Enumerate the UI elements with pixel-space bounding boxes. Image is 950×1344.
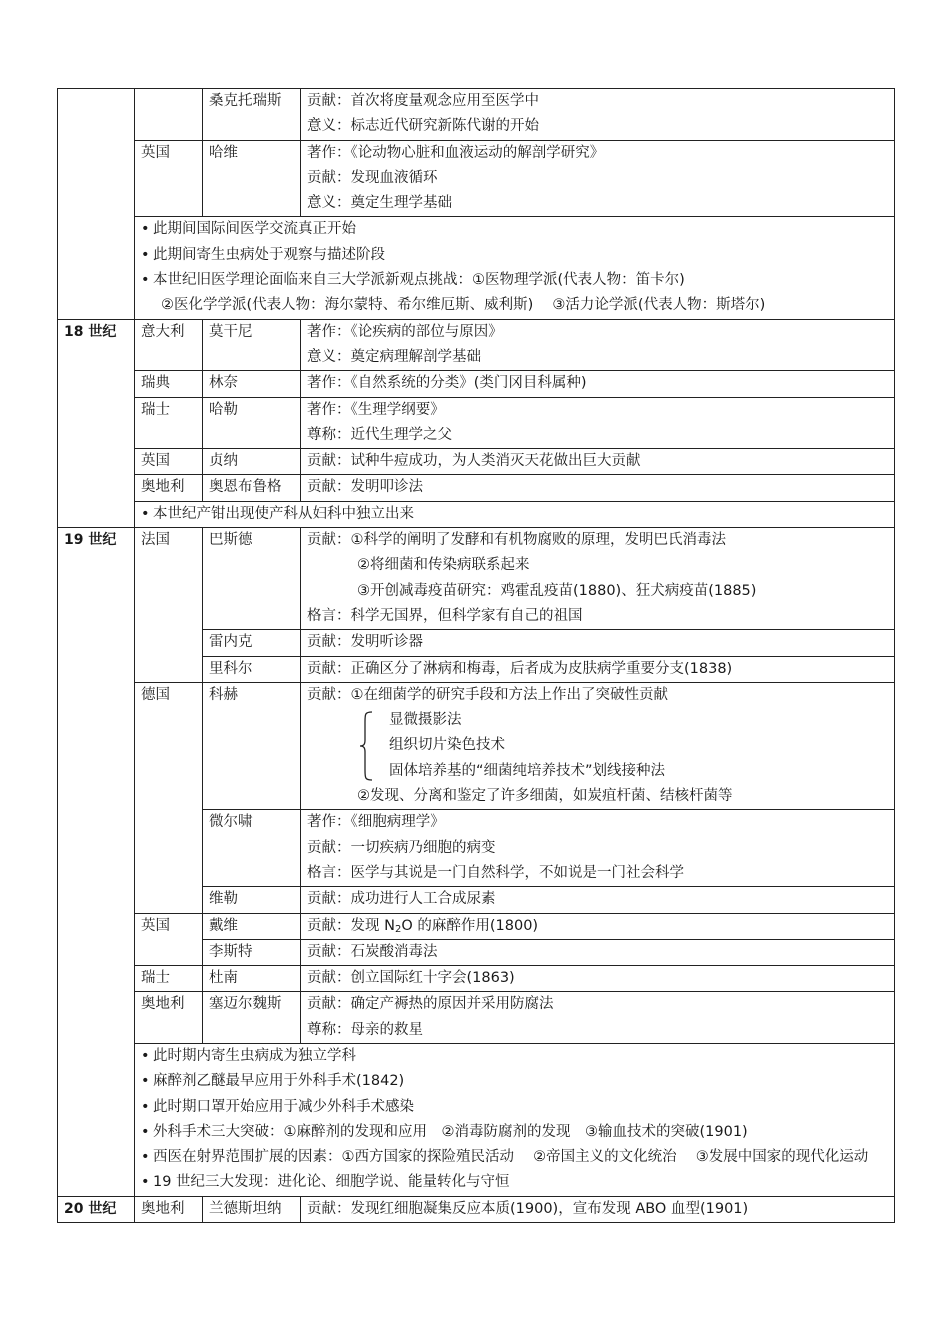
country-cell: 英国 — [135, 449, 203, 475]
person-name: 科赫 — [203, 682, 301, 809]
century-cell — [58, 89, 135, 320]
person-name: 维勒 — [203, 887, 301, 913]
list-item: • 麻醉剂乙醚最早应用于外科手术(1842) — [141, 1073, 405, 1090]
table-row — [58, 966, 895, 992]
person-name: 杜南 — [203, 966, 301, 992]
table-row — [58, 913, 895, 939]
table-row — [58, 89, 895, 141]
list-item: • 19 世纪三大发现：进化论、细胞学说、能量转化与守恒 — [141, 1174, 510, 1191]
person-name: 巴斯德 — [203, 528, 301, 630]
person-name: 李斯特 — [203, 939, 301, 965]
country-cell: 瑞典 — [135, 371, 203, 397]
list-item: • 此时期内寄生虫病成为独立学科 — [141, 1047, 356, 1064]
person-name: 哈维 — [203, 140, 301, 217]
description-cell: 贡献：试种牛痘成功，为人类消灭天花做出巨大贡献 — [301, 449, 895, 475]
notes-row — [58, 501, 895, 527]
description-cell: 著作：《论动物心脏和血液运动的解剖学研究》 贡献：发现血液循环 意义：奠定生理学基础 — [301, 140, 895, 217]
list-item: • 本世纪旧医学理论面临来自三大学派新观点挑战：①医物理学派(代表人物：笛卡尔) — [141, 272, 685, 289]
table-row — [58, 682, 895, 809]
description-cell: 贡献：确定产褥热的原因并采用防腐法 尊称：母亲的救星 — [301, 992, 895, 1044]
list-item: • 此时期口罩开始应用于减少外科手术感染 — [141, 1098, 414, 1115]
country-cell: 英国 — [135, 140, 203, 217]
country-cell: 意大利 — [135, 319, 203, 371]
description-cell: 贡献：首次将度量观念应用至医学中 意义：标志近代研究新陈代谢的开始 — [301, 89, 895, 141]
century-cell: 20 世纪 — [58, 1196, 135, 1222]
description-cell: 贡献：发明听诊器 — [301, 630, 895, 656]
list-item: • 西医在射界范围扩展的因素：①西方国家的探险殖民活动 ②帝国主义的文化统治 ③发展中国家的现代化运动 — [141, 1149, 869, 1166]
notes-cell — [135, 1043, 895, 1196]
notes-cell — [135, 501, 895, 527]
person-name: 林奈 — [203, 371, 301, 397]
person-name: 微尔啸 — [203, 810, 301, 887]
country-cell: 瑞士 — [135, 966, 203, 992]
description-cell: 贡献：①在细菌学的研究手段和方法上作出了突破性贡献 显微摄影法 组织切片染色技术 固体培养基的“细菌纯培养技术”划线接种法 ②发现、分离和鉴定了许多细菌，如炭疽杆菌、结核杆菌等 — [301, 682, 895, 809]
medical-history-table — [57, 88, 895, 1223]
person-name: 莫干尼 — [203, 319, 301, 371]
description-cell: 贡献：发现红细胞凝集反应本质(1900)，宣布发现 ABO 血型(1901) — [301, 1196, 895, 1222]
table-row — [58, 1196, 895, 1222]
person-name: 戴维 — [203, 913, 301, 939]
description-cell: 著作：《论疾病的部位与原因》 意义：奠定病理解剖学基础 — [301, 319, 895, 371]
notes-cell — [135, 217, 895, 319]
table-row — [58, 449, 895, 475]
country-cell — [135, 89, 203, 141]
description-cell: 贡献：石炭酸消毒法 — [301, 939, 895, 965]
person-name: 奥恩布鲁格 — [203, 475, 301, 501]
country-cell: 瑞士 — [135, 397, 203, 449]
country-cell: 法国 — [135, 528, 203, 683]
curly-brace-icon — [359, 710, 373, 782]
country-cell: 奥地利 — [135, 475, 203, 501]
description-cell: 著作：《自然系统的分类》(类门冈目科属种) — [301, 371, 895, 397]
notes-row — [58, 217, 895, 319]
table-row — [58, 475, 895, 501]
century-cell: 19 世纪 — [58, 528, 135, 1197]
person-name: 哈勒 — [203, 397, 301, 449]
description-cell: 贡献：成功进行人工合成尿素 — [301, 887, 895, 913]
description-cell: 贡献：创立国际红十字会(1863) — [301, 966, 895, 992]
country-cell: 德国 — [135, 682, 203, 913]
person-name: 贞纳 — [203, 449, 301, 475]
description-cell: 贡献：正确区分了淋病和梅毒，后者成为皮肤病学重要分支(1838) — [301, 656, 895, 682]
person-name: 雷内克 — [203, 630, 301, 656]
list-item: • 此期间国际间医学交流真正开始 — [141, 221, 356, 238]
person-name: 兰德斯坦纳 — [203, 1196, 301, 1222]
table-row — [58, 140, 895, 217]
table-row — [58, 371, 895, 397]
list-item: • 本世纪产钳出现使产科从妇科中独立出来 — [141, 505, 414, 522]
notes-row — [58, 1043, 895, 1196]
person-name: 里科尔 — [203, 656, 301, 682]
century-cell: 18 世纪 — [58, 319, 135, 527]
list-item-continuation: ②医化学学派(代表人物：海尔蒙特、希尔维厄斯、威利斯) ③活力论学派(代表人物：斯塔尔) — [161, 297, 766, 314]
country-cell: 英国 — [135, 913, 203, 966]
description-cell: 贡献：①科学的阐明了发酵和有机物腐败的原理，发明巴氏消毒法 ②将细菌和传染病联系起来 ③开创减毒疫苗研究：鸡霍乱疫苗(1880)、狂犬病疫苗(1885) 格言：科学无国界，但科学家有自己的祖国 — [301, 528, 895, 630]
list-item: • 此期间寄生虫病处于观察与描述阶段 — [141, 246, 385, 263]
description-cell: 著作：《细胞病理学》 贡献：一切疾病乃细胞的病变 格言：医学与其说是一门自然科学，不如说是一门社会科学 — [301, 810, 895, 887]
country-cell: 奥地利 — [135, 1196, 203, 1222]
table-row — [58, 319, 895, 371]
description-cell: 贡献：发明叩诊法 — [301, 475, 895, 501]
description-cell: 著作：《生理学纲要》 尊称：近代生理学之父 — [301, 397, 895, 449]
method-list: 显微摄影法 组织切片染色技术 固体培养基的“细菌纯培养技术”划线接种法 — [307, 708, 888, 784]
list-item: • 外科手术三大突破：①麻醉剂的发现和应用 ②消毒防腐剂的发现 ③输血技术的突破(1901) — [141, 1123, 748, 1140]
person-name: 桑克托瑞斯 — [203, 89, 301, 141]
description-cell: 贡献：发现 $N_2O$ 的麻醉作用(1800) — [301, 913, 895, 939]
table-row — [58, 992, 895, 1044]
country-cell: 奥地利 — [135, 992, 203, 1044]
table-row — [58, 528, 895, 630]
table-row — [58, 397, 895, 449]
person-name: 塞迈尔魏斯 — [203, 992, 301, 1044]
